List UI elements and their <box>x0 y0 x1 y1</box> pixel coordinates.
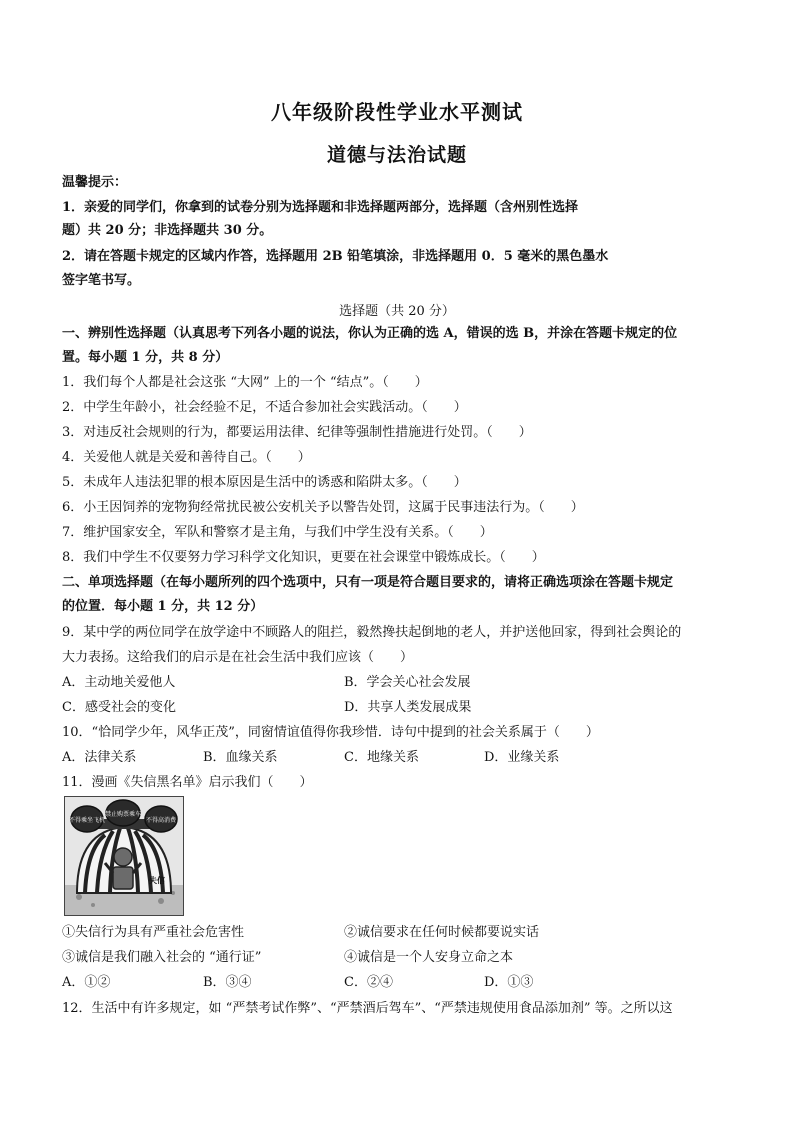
question-10-option-a: A．法律关系 <box>62 750 137 765</box>
question-11-statement-3: ③诚信是我们融入社会的 “通行证” <box>62 950 262 965</box>
question-11-option-a: A．①② <box>62 975 111 990</box>
part1-heading-line-2: 置。每小题 1 分，共 8 分） <box>62 350 229 365</box>
question-10-option-b: B．血缘关系 <box>203 750 278 765</box>
page-title: 八年级阶段性学业水平测试 <box>271 100 523 124</box>
question-8: 8．我们中学生不仅要努力学习科学文化知识，更要在社会课堂中锻炼成长。（ ） <box>62 550 545 565</box>
question-9-option-d: D．共享人类发展成果 <box>344 700 472 715</box>
question-11-statement-4: ④诚信是一个人安身立命之本 <box>344 950 514 965</box>
tip-2-line-2: 签字笔书写。 <box>62 273 141 288</box>
question-1: 1．我们每个人都是社会这张 “大网” 上的一个 “结点”。（ ） <box>62 375 428 390</box>
tip-1-line-1: 1．亲爱的同学们，你拿到的试卷分别为选择题和非选择题两部分，选择题（含州别性选择 <box>62 200 579 215</box>
question-2: 2．中学生年龄小，社会经验不足，不适合参加社会实践活动。（ ） <box>62 400 467 415</box>
question-3: 3．对违反社会规则的行为，都要运用法律、纪律等强制性措施进行处罚。（ ） <box>62 425 532 440</box>
tip-2-line-1: 2．请在答题卡规定的区域内作答，选择题用 2B 铅笔填涂，非选择题用 0．5 毫米的黑色墨水 <box>62 249 609 264</box>
page-subtitle: 道德与法治试题 <box>326 144 467 166</box>
question-11-statement-2: ②诚信要求在任何时候都要说实话 <box>344 925 540 940</box>
comic-tag: 失信 <box>149 876 165 885</box>
question-9-stem-line-2: 大力表扬。这给我们的启示是在社会生活中我们应该（ ） <box>62 650 414 665</box>
question-10-stem: 10．“恰同学少年，风华正茂”，同窗情谊值得你我珍惜．诗句中提到的社会关系属于（ ） <box>62 725 599 740</box>
question-11-option-c: C．②④ <box>344 975 393 990</box>
part2-heading-line-2: 的位置．每小题 1 分，共 12 分） <box>62 599 264 614</box>
comic-bubble-3: 不得高消费 <box>145 817 177 824</box>
question-9-option-a: A．主动地关爱他人 <box>62 675 176 690</box>
question-10-option-c: C．地缘关系 <box>344 750 419 765</box>
section-heading-choice: 选择题（共 20 分） <box>339 304 455 319</box>
question-10-option-d: D．业缘关系 <box>484 750 560 765</box>
question-11-stem: 11．漫画《失信黑名单》启示我们（ ） <box>62 775 313 790</box>
tips-heading: 温馨提示： <box>62 175 128 190</box>
question-11-option-b: B．③④ <box>203 975 252 990</box>
question-6: 6．小王因饲养的宠物狗经常扰民被公安机关予以警告处罚，这属于民事违法行为。（ ） <box>62 500 584 515</box>
question-9-option-c: C．感受社会的变化 <box>62 700 176 715</box>
question-5: 5．未成年人违法犯罪的根本原因是生活中的诱惑和陷阱太多。（ ） <box>62 475 467 490</box>
part1-heading-line-1: 一、辨别性选择题（认真思考下列各小题的说法，你认为正确的选 A，错误的选 B，并涂在答题卡规定的位 <box>62 326 678 341</box>
question-11-statement-1: ①失信行为具有严重社会危害性 <box>62 925 245 940</box>
question-7: 7．维护国家安全，军队和警察才是主角，与我们中学生没有关系。（ ） <box>62 525 493 540</box>
question-12-stem: 12．生活中有许多规定，如 “严禁考试作弊”、“严禁酒后驾车”、“严禁违规使用食品添加剂” 等。之所以这 <box>62 1001 673 1016</box>
question-9-stem-line-1: 9．某中学的两位同学在放学途中不顾路人的阻拦，毅然搀扶起倒地的老人，并护送他回家，得到社会舆论的 <box>62 625 682 640</box>
comic-drawing <box>65 797 183 915</box>
part2-heading-line-1: 二、单项选择题（在每小题所列的四个选项中，只有一项是符合题目要求的，请将正确选项涂在答题卡规定 <box>62 575 674 590</box>
blacklist-comic-image <box>64 796 184 916</box>
question-9-option-b: B．学会关心社会发展 <box>344 675 471 690</box>
comic-bubble-2: 禁止购票乘车 <box>104 811 142 818</box>
question-11-option-d: D．①③ <box>484 975 534 990</box>
tip-1-line-2: 题）共 20 分；非选择题共 30 分。 <box>62 223 273 238</box>
comic-bubble-1: 不得乘坐飞机 <box>68 817 106 824</box>
question-4: 4．关爱他人就是关爱和善待自己。（ ） <box>62 450 311 465</box>
